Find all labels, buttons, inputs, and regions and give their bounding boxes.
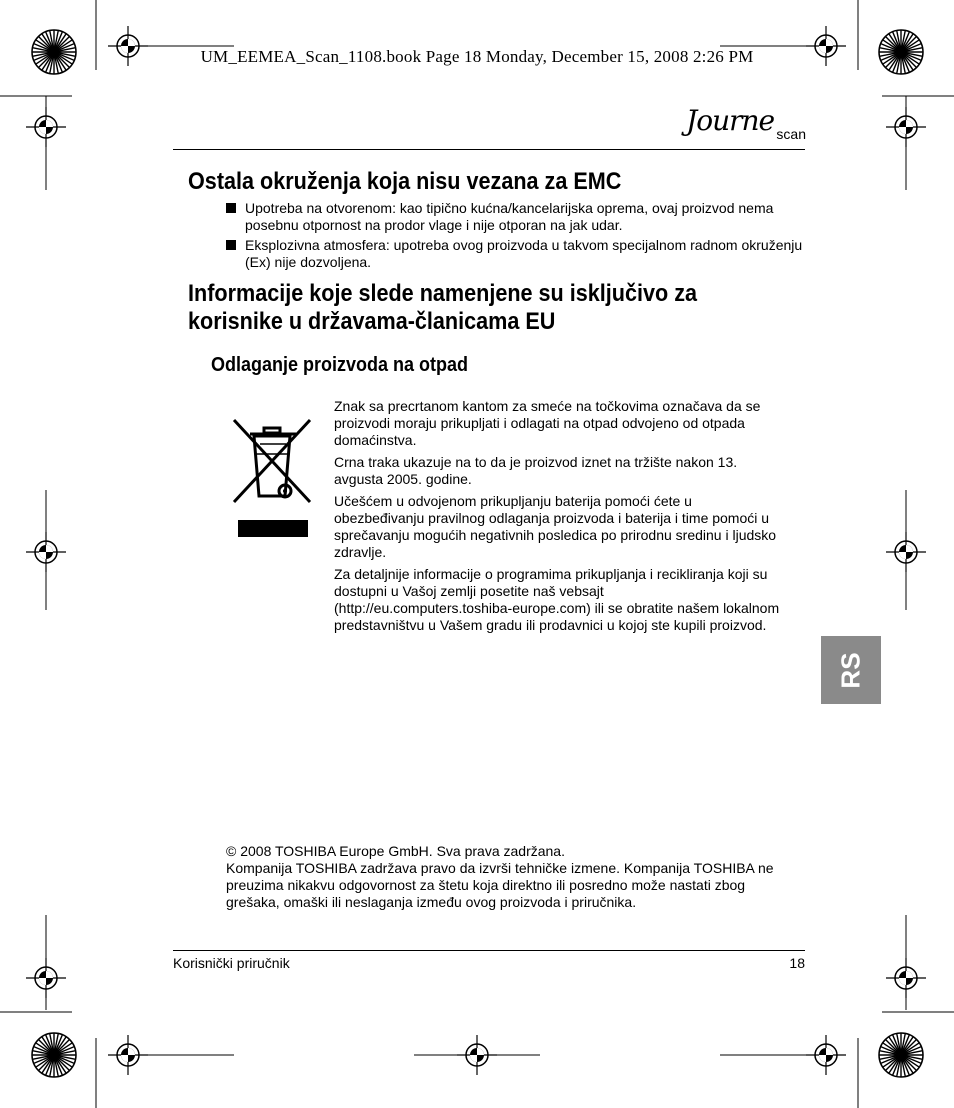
paragraph: Crna traka ukazuje na to da je proizvod iznet na tržište nakon 13. avgusta 2005. godine. bbox=[334, 454, 738, 487]
page-number: 18 bbox=[789, 955, 805, 971]
copyright-notice bbox=[226, 843, 801, 911]
paragraph: Za detaljnije informacije o programima prikupljanja i recikliranja koji su dostupni u Vašoj zemlji posetite naš vebsajt (http://eu.computers.toshiba-europe.com) ili se obratite našem lokalnom predstavništvu u Vašem gradu ili prodavnici u kojoj ste kupili proizvod. bbox=[334, 566, 780, 633]
journe-scan-logo bbox=[686, 104, 808, 152]
subsection-title-disposal: Odlaganje proizvoda na otpad bbox=[211, 354, 469, 376]
bullet-square-icon bbox=[226, 240, 236, 250]
bullet-square-icon bbox=[226, 203, 236, 213]
list-item: Upotreba na otvorenom: kao tipično kućna/kancelarijska oprema, ovaj proizvod nema posebnu otpornost na prodor vlage i nije otporan na jak udar. bbox=[226, 200, 806, 234]
print-header: UM_EEMEA_Scan_1108.book Page 18 Monday, December 15, 2008 2:26 PM bbox=[200, 47, 754, 66]
copyright-line: © 2008 TOSHIBA Europe GmbH. Sva prava zadržana. bbox=[226, 843, 565, 859]
emc-bullet-list bbox=[226, 200, 806, 274]
footer-rule bbox=[173, 950, 805, 951]
section-title-emc: Ostala okruženja koja nisu vezana za EMC bbox=[188, 168, 622, 195]
section-title-eu: Informacije koje slede namenjene su isključivo za korisnike u državama-članicama EU bbox=[188, 280, 698, 335]
disposal-text bbox=[334, 398, 784, 639]
disclaimer-text: Kompanija TOSHIBA zadržava pravo da izvrši tehničke izmene. Kompanija TOSHIBA ne preuzima nikakvu odgovornost za štetu koja direktno ili posredno može nastati zbog grešaka, omaški ili neslaganja između ovog proizvoda i priručnika. bbox=[226, 860, 774, 910]
paragraph: Znak sa precrtanom kantom za smeće na točkovima označava da se proizvodi moraju prikupljati i odlagati na otpad odvojeno od otpada domaćinstva. bbox=[334, 398, 761, 448]
header-rule bbox=[173, 149, 805, 150]
language-tab-rs: RS bbox=[821, 636, 881, 704]
footer-title: Korisnički priručnik bbox=[173, 955, 290, 971]
crossed-out-wheelie-bin-icon bbox=[232, 418, 312, 538]
list-item: Eksplozivna atmosfera: upotreba ovog proizvoda u takvom specijalnom radnom okruženju (Ex) nije dozvoljena. bbox=[226, 237, 806, 271]
logo-sub: scan bbox=[776, 126, 806, 142]
paragraph: Učešćem u odvojenom prikupljanju baterija pomoći ćete u obezbeđivanju pravilnog odlaganja proizvoda i baterija i time pomoći u sprečavanju mogućih negativnih posledica po prirodnu sredinu i ljudsko zdravlje. bbox=[334, 493, 777, 560]
logo-script: Journe bbox=[686, 104, 775, 137]
